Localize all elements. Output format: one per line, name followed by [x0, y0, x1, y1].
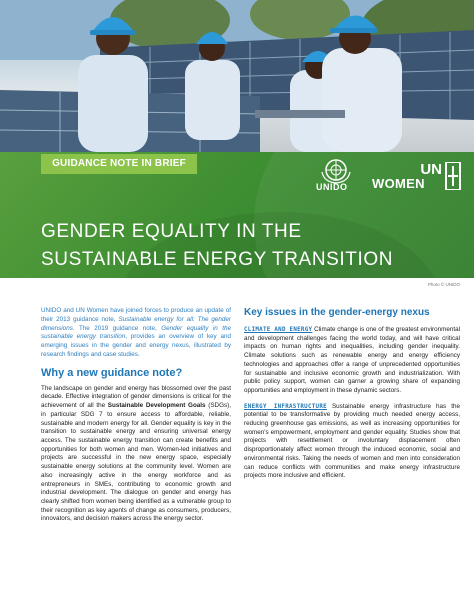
- title-line-2: SUSTAINABLE ENERGY TRANSITION: [41, 248, 394, 270]
- solar-workers-illustration: [0, 0, 474, 152]
- un-women-logo-women: WOMEN: [372, 176, 425, 191]
- un-women-logo-un: UN: [420, 161, 442, 178]
- photo-credit: Photo © UNIDO: [427, 282, 460, 287]
- energy-infrastructure-keyword: ENERGY INFRASTRUCTURE: [244, 403, 327, 410]
- left-column: [41, 307, 231, 524]
- un-women-logo: [372, 160, 462, 192]
- climate-energy-keyword: CLIMATE AND ENERGY: [244, 327, 313, 333]
- guidance-note-tag: GUIDANCE NOTE IN BRIEF: [41, 154, 197, 174]
- un-women-emblem-icon: [444, 162, 462, 190]
- climate-energy-paragraph: CLIMATE AND ENERGY Climate change is one of the greatest environmental and development challenges facing the world today, and will have critical impacts on human rights and inequalities, including gender inequality. Climate solutions such as renewable energy and energy efficiency technologies and approaches offer a range of unprecedented opportunities for sustainable and inclusive economic growth and industrialization. With public policy support, women can garner a growing share of expanding opportunities and employment in these dynamic sectors.: [244, 326, 460, 394]
- intro-paragraph: UNIDO and UN Women have joined forces to produce an update of their 2013 guidance note, Sustainable energy for all: The gender dimensions. The 2019 guidance note, Gender equality in the sustainable energy transition, provides an overview of key and emerging issues in the gender and energy nexus, illustrated by research findings and case studies.: [41, 307, 231, 358]
- document-title: [41, 218, 441, 274]
- why-paragraph: The landscape on gender and energy has blossomed over the past decade. Effective integration of gender dimensions is critical for the achievement of all the Sustainable Development Goals (SDGs), in particular SDG 7 to ensure access to affordable, reliable, sustainable and modern energy for all. Gender equality is key in the transition to sustainable energy and ensuring universal energy access. The sustainable energy transition can create benefits and opportunities for both women and men. Women-led initiatives and projects are successful in the new energy space, especially sustainable energy solutions at the community level. Women are also increasingly active in the energy workforce and as entrepreneurs in SMEs, contributing to economic growth and industrial development. The dialogue on gender and energy has clearly shifted from women being identified as a vulnerable group to their recognition as key agents of change as consumers, producers, innovators, and decision makers across the energy sector.: [41, 384, 231, 523]
- why-heading: Why a new guidance note?: [41, 366, 183, 379]
- key-issues-heading: Key issues in the gender-energy nexus: [244, 307, 430, 318]
- unido-logo-text: UNIDO: [316, 182, 348, 192]
- right-column: [244, 307, 460, 481]
- energy-infrastructure-paragraph: ENERGY INFRASTRUCTURE Sustainable energy infrastructure has the potential to be transformative by providing much needed energy access, reducing greenhouse gas emissions, as well as increasing opportunities for women's empowerment, employment and gender equality. Studies show that projects with resettlement or involuntary displacement often disproportionately affect women through the induced economic, social and environmental risks. Taking the needs of women and men into consideration can reduce conflicts with communities and make energy infrastructure projects more inclusive and efficient.: [244, 402, 461, 480]
- title-line-1: GENDER EQUALITY IN THE: [41, 220, 302, 242]
- hero-photo: [0, 0, 474, 152]
